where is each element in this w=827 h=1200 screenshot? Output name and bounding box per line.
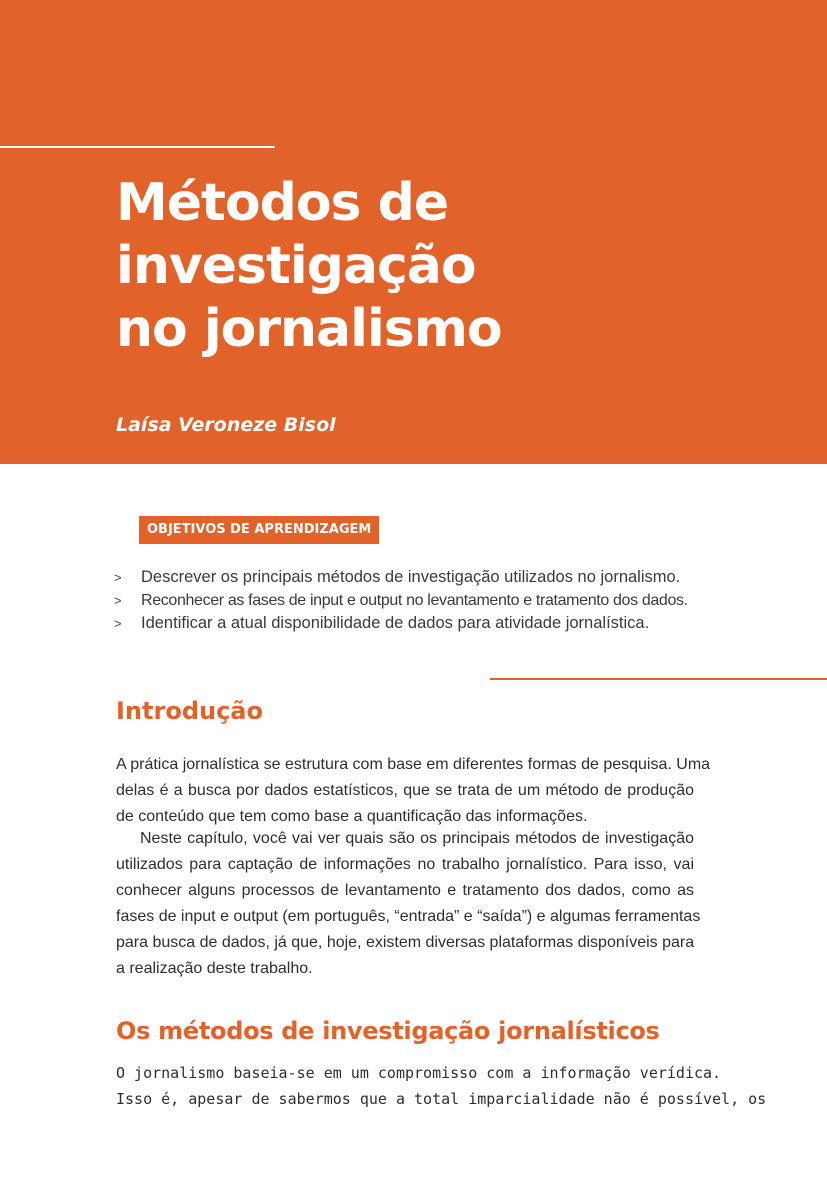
objective-text: Identificar a atual disponibilidade de dados para atividade jornalística. — [141, 614, 650, 632]
chapter-title — [116, 172, 502, 361]
text-line: fases de input e output (em português, “entrada” e “saída”) e algumas ferramentas — [116, 908, 701, 925]
intro-heading: Introdução — [116, 697, 263, 725]
methods-heading: Os métodos de investigação jornalísticos — [116, 1017, 660, 1045]
objective-text: Reconhecer as fases de input e output no levantamento e tratamento dos dados. — [141, 592, 688, 609]
text-line: O jornalismo baseia-se em um compromisso com a informação verídica. — [116, 1064, 722, 1082]
chevron-right-icon: > — [114, 570, 122, 585]
objective-item — [114, 566, 734, 589]
intro-paragraph — [116, 826, 701, 982]
objective-item — [114, 589, 734, 612]
text-line: conhecer alguns processos de levantamento e tratamento dos dados, como as — [116, 882, 694, 899]
objective-text: Descrever os principais métodos de investigação utilizados no jornalismo. — [141, 568, 681, 586]
text-line: A prática jornalística se estrutura com base em diferentes formas de pesquisa. Uma — [116, 756, 711, 773]
text-line: a realização deste trabalho. — [116, 960, 313, 977]
objective-item — [114, 612, 734, 635]
chapter-title-line: no jornalismo — [116, 299, 502, 359]
chapter-header-banner — [0, 0, 827, 464]
header-divider — [0, 146, 275, 148]
text-line: de conteúdo que tem como base a quantificação das informações. — [116, 808, 588, 825]
methods-paragraph — [116, 1060, 767, 1112]
text-line: para busca de dados, já que, hoje, existem diversas plataformas disponíveis para — [116, 934, 695, 951]
text-line: Neste capítulo, você vai ver quais são os principais métodos de investigação — [140, 830, 694, 847]
objectives-list — [114, 566, 734, 635]
text-line: delas é a busca por dados estatísticos, que se trata de um método de produção — [116, 782, 694, 799]
text-line: Isso é, apesar de sabermos que a total imparcialidade não é possível, os — [116, 1090, 767, 1108]
chapter-title-line: investigação — [116, 236, 476, 296]
chapter-author: Laísa Veroneze Bisol — [116, 414, 336, 436]
section-divider — [490, 678, 827, 680]
chevron-right-icon: > — [114, 593, 122, 608]
chevron-right-icon: > — [114, 616, 122, 631]
text-line: utilizados para captação de informações no trabalho jornalístico. Para isso, vai — [116, 856, 694, 873]
chapter-title-line: Métodos de — [116, 173, 449, 233]
objectives-label: OBJETIVOS DE APRENDIZAGEM — [139, 516, 379, 544]
intro-paragraph — [116, 752, 711, 830]
